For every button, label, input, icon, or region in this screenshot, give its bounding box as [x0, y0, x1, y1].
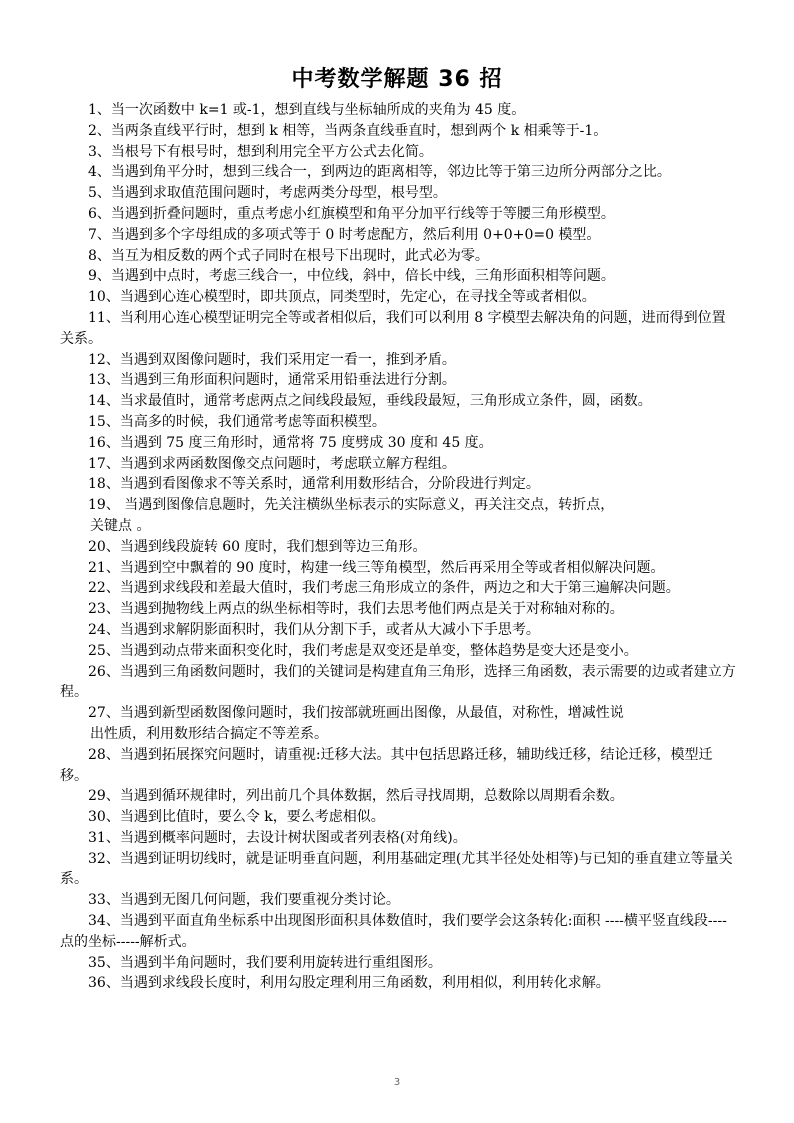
list-item: 2、当两条直线平行时，想到 k 相等，当两条直线垂直时，想到两个 k 相乘等于-1。: [88, 122, 608, 139]
tips-list: [60, 100, 738, 994]
list-item: 15、当高多的时候，我们通常考虑等面积模型。: [88, 413, 386, 430]
list-item: 17、当遇到求两函数图像交点问题时，考虑联立解方程组。: [88, 455, 456, 472]
list-item: 11、当利用心连心模型证明完全等或者相似后，我们可以利用 8 字模型去解决角的问题，进而得到位置关系。: [60, 309, 726, 347]
list-item: 19、 当遇到图像信息题时，先关注横纵坐标表示的实际意义，再关注交点，转折点，: [88, 497, 615, 514]
page-number: 3: [393, 1077, 401, 1088]
list-item: 36、当遇到求线段长度时，利用勾股定理利用三角函数，利用相似，利用转化求解。: [88, 975, 610, 992]
list-item: 3、当根号下有根号时，想到利用完全平方公式去化简。: [88, 143, 433, 160]
list-item: 1、当一次函数中 k=1 或-1，想到直线与坐标轴所成的夹角为 45 度。: [88, 102, 526, 118]
list-item: 32、当遇到证明切线时，就是证明垂直问题，利用基础定理(尤其半径处处相等)与已知的垂直建立等量关系。: [60, 850, 733, 888]
list-item: 20、当遇到线段旋转 60 度时，我们想到等边三角形。: [88, 538, 427, 555]
list-item: 22、当遇到求线段和差最大值时，我们考虑三角形成立的条件，两边之和大于第三遍解决问题。: [88, 580, 680, 597]
list-item: 33、当遇到无图几何问题，我们要重视分类讨论。: [88, 892, 400, 909]
list-item: 13、当遇到三角形面积问题时，通常采用铅垂法进行分割。: [88, 372, 456, 389]
list-item: 14、当求最值时，通常考虑两点之间线段最短，垂线段最短，三角形成立条件，圆，函数。: [88, 393, 652, 410]
list-item: 24、当遇到求解阴影面积时，我们从分割下手，或者从大减小下手思考。: [88, 621, 540, 638]
list-item: 16、当遇到 75 度三角形时，通常将 75 度劈成 30 度和 45 度。: [88, 434, 493, 451]
list-item: 10、当遇到心连心模型时，即共顶点，同类型时，先定心，在寻找全等或者相似。: [88, 289, 596, 306]
list-item: 25、当遇到动点带来面积变化时，我们考虑是双变还是单变，整体趋势是变大还是变小。: [88, 642, 638, 659]
list-item: 28、当遇到拓展探究问题时，请重视:迁移大法。其中包括思路迁移，辅助线迁移，结论迁移，模型迁移。: [60, 746, 713, 784]
list-item: 34、当遇到平面直角坐标系中出现图形面积具体数值时，我们要学会这条转化:面积 ----横平竖直线段----点的坐标-----解析式。: [60, 913, 727, 950]
list-item: 9、当遇到中点时，考虑三线合一，中位线，斜中，倍长中线，三角形面积相等问题。: [88, 268, 615, 285]
list-item: 5、当遇到求取值范围问题时，考虑两类分母型，根号型。: [88, 185, 447, 202]
list-item: 29、当遇到循环规律时，列出前几个具体数据，然后寻找周期，总数除以周期看余数。: [88, 788, 624, 805]
page-title: 中考数学解题 36 招: [291, 67, 503, 92]
list-item: 31、当遇到概率问题时，去设计树状图或者列表格(对角线)。: [88, 829, 467, 846]
list-item: 35、当遇到半角问题时，我们要利用旋转进行重组图形。: [88, 954, 442, 971]
list-item: 30、当遇到比值时，要么令 k，要么考虑相似。: [88, 809, 385, 826]
list-item-continuation: 出性质，利用数形结合搞定不等差系。: [90, 725, 328, 742]
list-item: 26、当遇到三角函数问题时，我们的关键词是构建直角三角形，选择三角函数，表示需要的边或者建立方程。: [60, 663, 736, 701]
list-item: 8、当互为相反数的两个式子同时在根号下出现时，此式必为零。: [88, 247, 489, 264]
list-item-continuation: 关键点 。: [90, 517, 151, 534]
list-item: 27、当遇到新型函数图像问题时，我们按部就班画出图像，从最值，对称性，增减性说: [88, 705, 624, 722]
list-item: 18、当遇到看图像求不等关系时，通常利用数形结合，分阶段进行判定。: [88, 476, 540, 493]
list-item: 4、当遇到角平分时，想到三线合一，到两边的距离相等，邻边比等于第三边所分两部分之比。: [88, 164, 671, 181]
list-item: 12、当遇到双图像问题时，我们采用定一看一，推到矛盾。: [88, 351, 456, 368]
list-item: 21、当遇到空中飘着的 90 度时，构建一线三等角模型，然后再采用全等或者相似解决问题。: [88, 559, 665, 576]
list-item: 6、当遇到折叠问题时，重点考虑小红旗模型和角平分加平行线等于等腰三角形模型。: [88, 205, 615, 222]
list-item: 7、当遇到多个字母组成的多项式等于 0 时考虑配方，然后利用 0+0+0=0 模型。: [88, 226, 601, 243]
list-item: 23、当遇到抛物线上两点的纵坐标相等时，我们去思考他们两点是关于对称轴对称的。: [88, 601, 624, 618]
